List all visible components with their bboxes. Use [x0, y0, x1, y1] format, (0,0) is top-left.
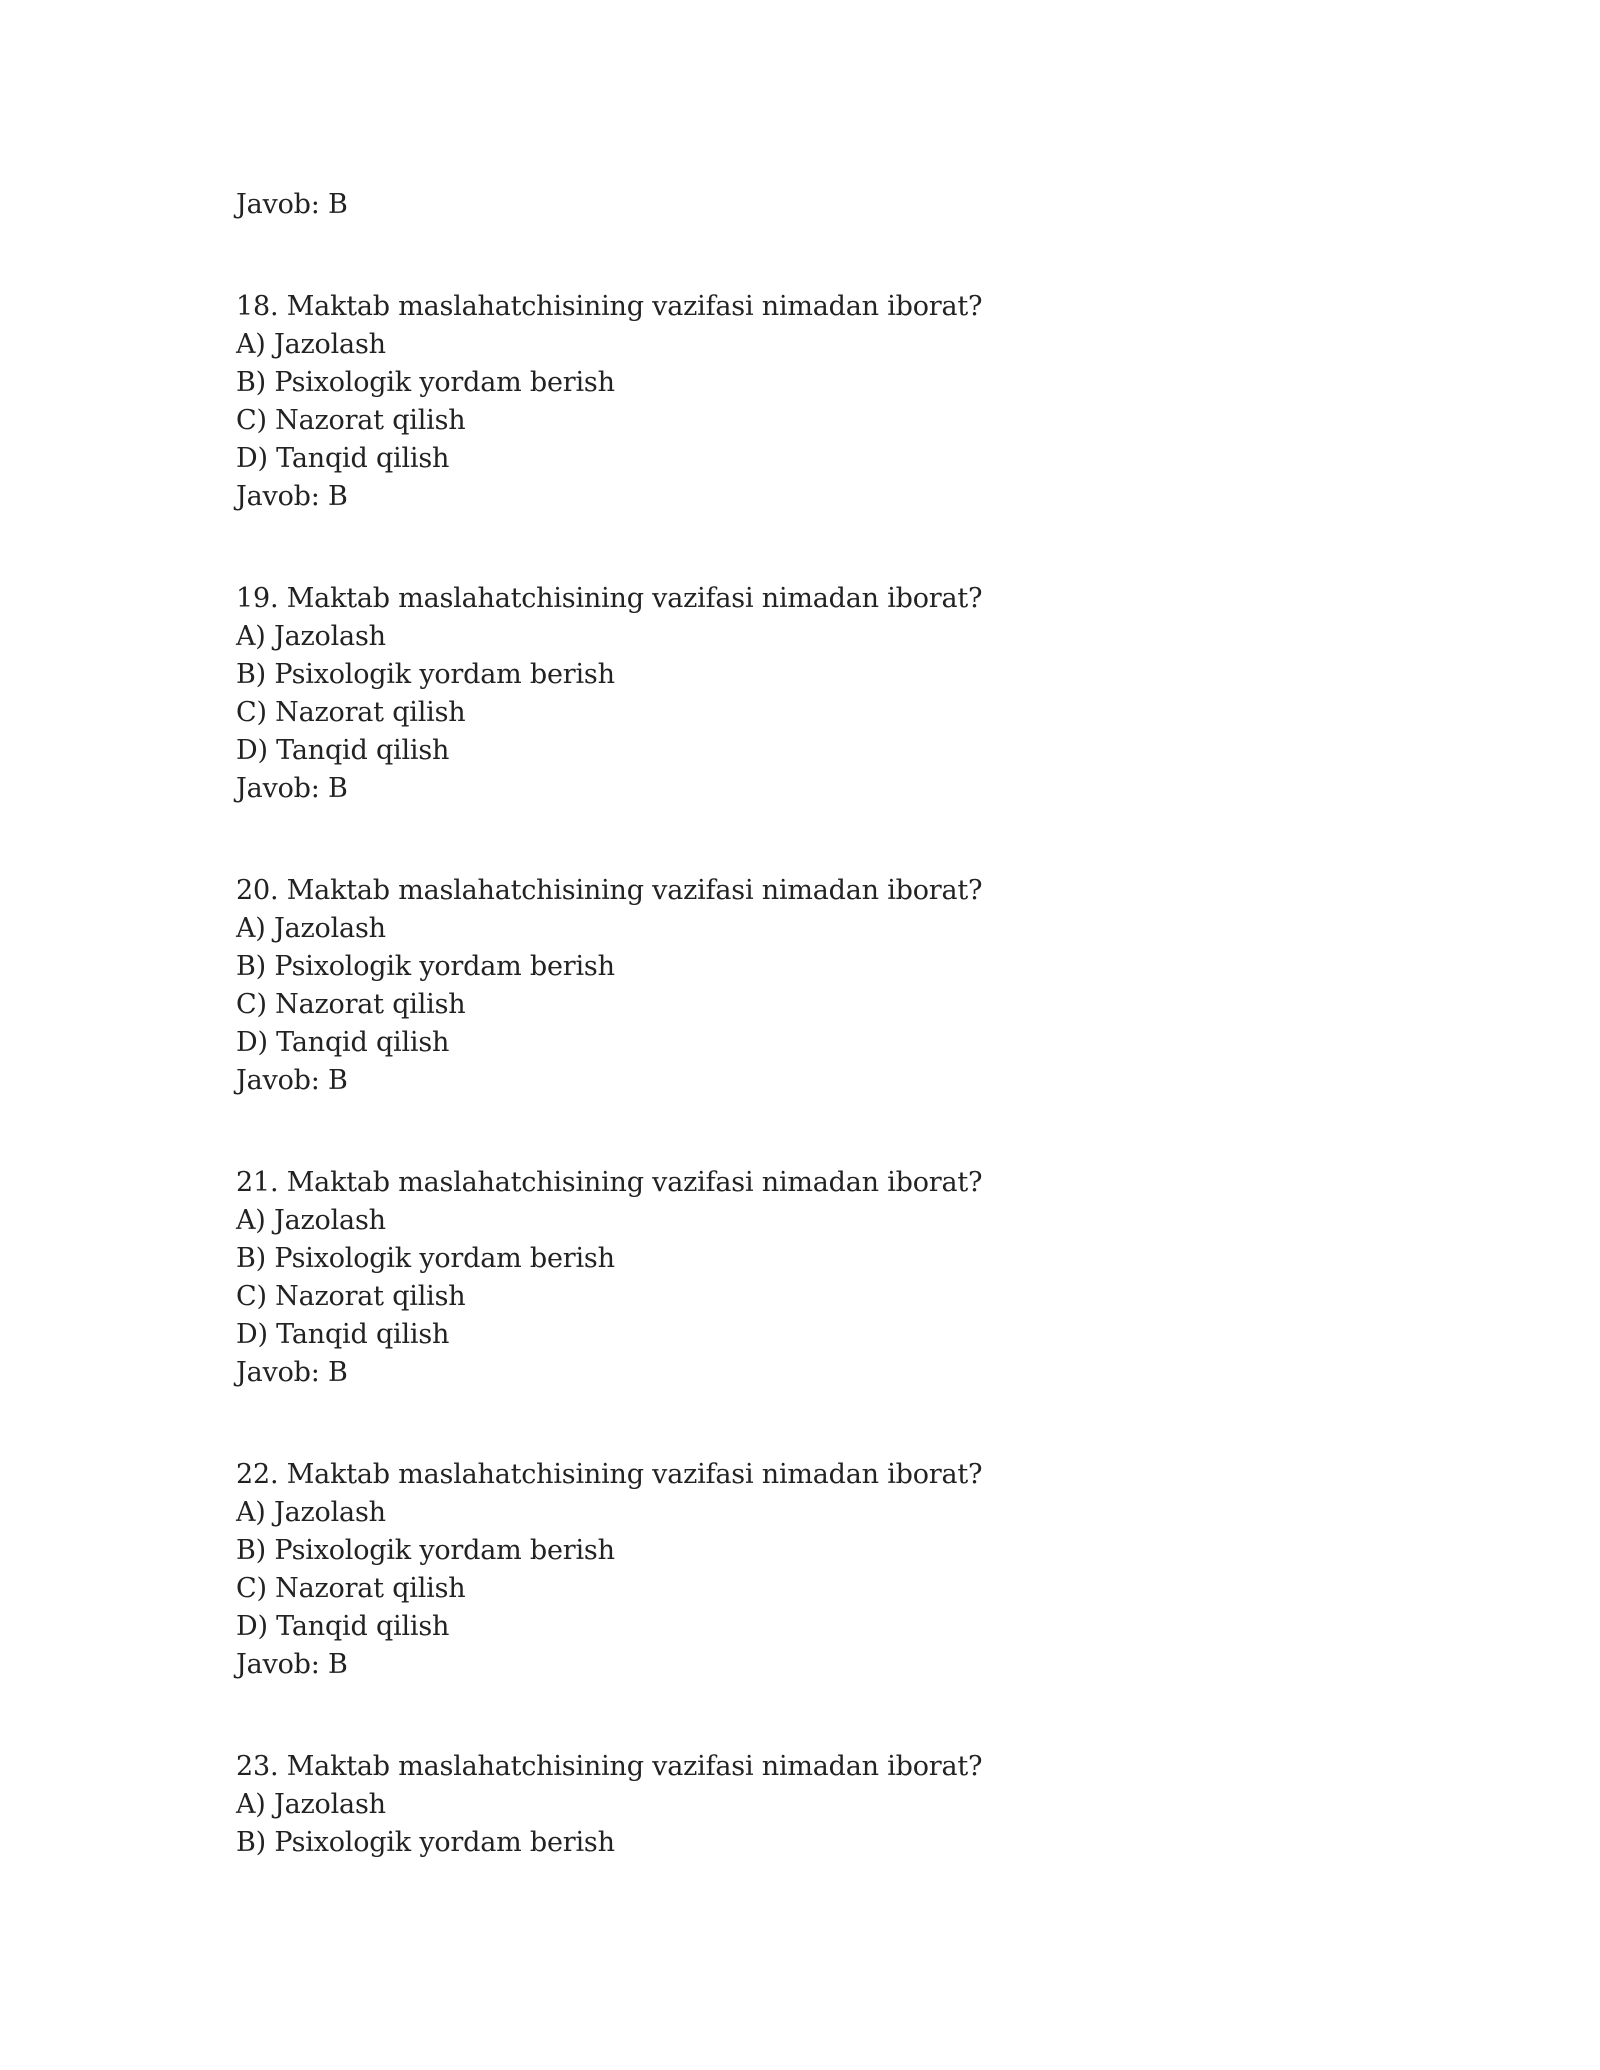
- question-block-23: [236, 1748, 1436, 1862]
- option-c: C) Nazorat qilish: [236, 989, 466, 1020]
- option-b: B) Psixologik yordam berish: [236, 659, 615, 690]
- question-text: 18. Maktab maslahatchisining vazifasi nimadan iborat?: [236, 291, 983, 322]
- option-b: B) Psixologik yordam berish: [236, 951, 615, 982]
- option-a: A) Jazolash: [236, 1497, 386, 1528]
- answer-line: Javob: B: [236, 481, 348, 512]
- option-d: D) Tanqid qilish: [236, 735, 450, 766]
- option-c: C) Nazorat qilish: [236, 1573, 466, 1604]
- option-d: D) Tanqid qilish: [236, 1611, 450, 1642]
- option-a: A) Jazolash: [236, 913, 386, 944]
- question-text: 23. Maktab maslahatchisining vazifasi nimadan iborat?: [236, 1751, 983, 1782]
- option-d: D) Tanqid qilish: [236, 443, 450, 474]
- option-c: C) Nazorat qilish: [236, 1281, 466, 1312]
- document-page: [236, 186, 1436, 1862]
- question-block-21: [236, 1164, 1436, 1392]
- answer-line: Javob: B: [236, 1649, 348, 1680]
- question-block-19: [236, 580, 1436, 808]
- answer-line: Javob: B: [236, 189, 348, 220]
- answer-line: Javob: B: [236, 1065, 348, 1096]
- question-text: 22. Maktab maslahatchisining vazifasi nimadan iborat?: [236, 1459, 983, 1490]
- answer-line: Javob: B: [236, 1357, 348, 1388]
- question-block-18: [236, 288, 1436, 516]
- option-a: A) Jazolash: [236, 1205, 386, 1236]
- option-d: D) Tanqid qilish: [236, 1319, 450, 1350]
- option-d: D) Tanqid qilish: [236, 1027, 450, 1058]
- option-b: B) Psixologik yordam berish: [236, 1243, 615, 1274]
- option-b: B) Psixologik yordam berish: [236, 367, 615, 398]
- option-a: A) Jazolash: [236, 621, 386, 652]
- question-text: 19. Maktab maslahatchisining vazifasi nimadan iborat?: [236, 583, 983, 614]
- option-a: A) Jazolash: [236, 329, 386, 360]
- option-c: C) Nazorat qilish: [236, 697, 466, 728]
- option-c: C) Nazorat qilish: [236, 405, 466, 436]
- answer-line: Javob: B: [236, 773, 348, 804]
- question-block-22: [236, 1456, 1436, 1684]
- option-a: A) Jazolash: [236, 1789, 386, 1820]
- option-b: B) Psixologik yordam berish: [236, 1827, 615, 1858]
- option-b: B) Psixologik yordam berish: [236, 1535, 615, 1566]
- question-text: 21. Maktab maslahatchisining vazifasi nimadan iborat?: [236, 1167, 983, 1198]
- question-block-20: [236, 872, 1436, 1100]
- question-text: 20. Maktab maslahatchisining vazifasi nimadan iborat?: [236, 875, 983, 906]
